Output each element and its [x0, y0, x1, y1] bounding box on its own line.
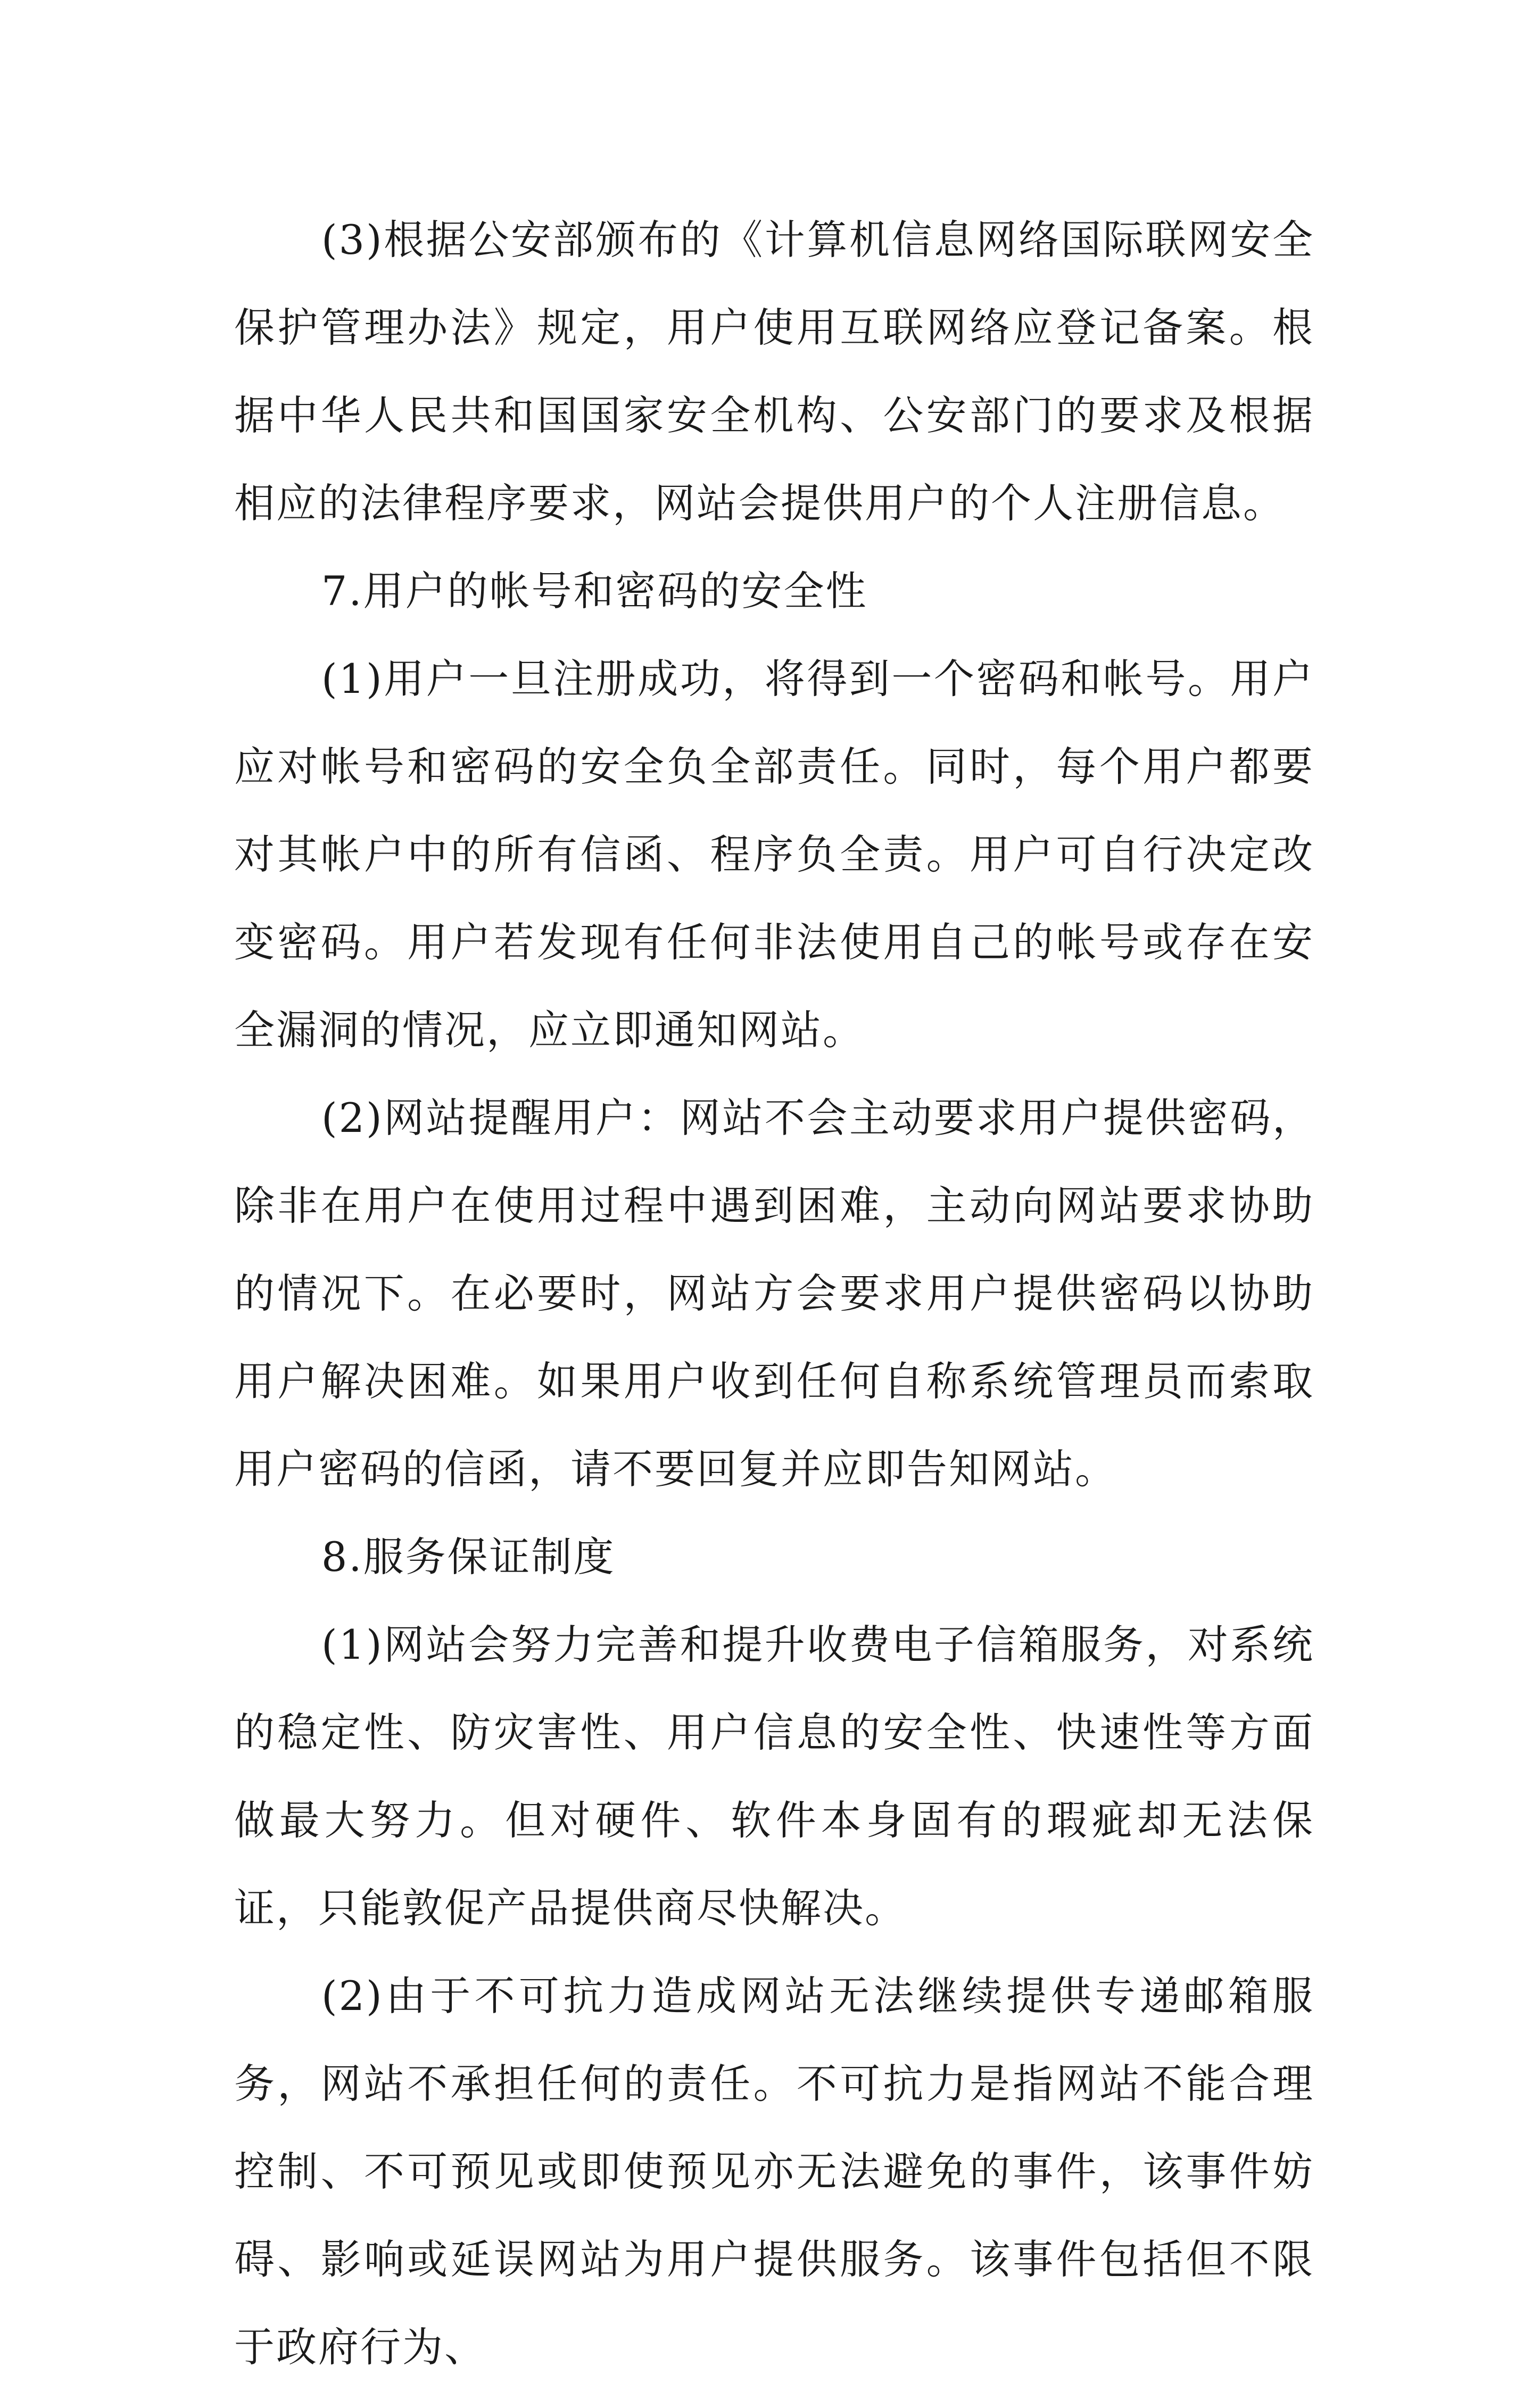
paragraph-7-1-password-responsibility: (1)用户一旦注册成功，将得到一个密码和帐号。用户应对帐号和密码的安全负全部责任。同时，每个用户都要对其帐户中的所有信函、程序负全责。用户可自行决定改变密码。用户若发现有任何非法使用自己的帐号或存在安全漏洞的情况，应立即通知网站。	[234, 655, 1314, 1054]
paragraph-7-2-password-reminder: (2)网站提醒用户：网站不会主动要求用户提供密码，除非在用户在使用过程中遇到困难，主动向网站要求协助的情况下。在必要时，网站方会要求用户提供密码以协助用户解决困难。如果用户收到任何自称系统管理员而索取用户密码的信函，请不要回复并应即告知网站。	[234, 1094, 1314, 1493]
paragraph-8-2-force-majeure: (2)由于不可抗力造成网站无法继续提供专递邮箱服务，网站不承担任何的责任。不可抗力是指网站不能合理控制、不可预见或即使预见亦无法避免的事件，该事件妨碍、影响或延误网站为用户提供服务。该事件包括但不限于政府行为、	[234, 1972, 1314, 2371]
paragraph-8-1-service-improvement: (1)网站会努力完善和提升收费电子信箱服务，对系统的稳定性、防灾害性、用户信息的安全性、快速性等方面做最大努力。但对硬件、软件本身固有的瑕疵却无法保证，只能敦促产品提供商尽快解决。	[234, 1621, 1314, 1932]
document-body	[234, 196, 1314, 2391]
section-heading-7-account-security: 7.用户的帐号和密码的安全性	[321, 567, 868, 615]
paragraph-3-registration-info: (3)根据公安部颁布的《计算机信息网络国际联网安全保护管理办法》规定，用户使用互联网络应登记备案。根据中华人民共和国国家安全机构、公安部门的要求及根据相应的法律程序要求，网站会提供用户的个人注册信息。	[234, 216, 1314, 527]
section-heading-8-service-guarantee: 8.服务保证制度	[321, 1533, 616, 1581]
